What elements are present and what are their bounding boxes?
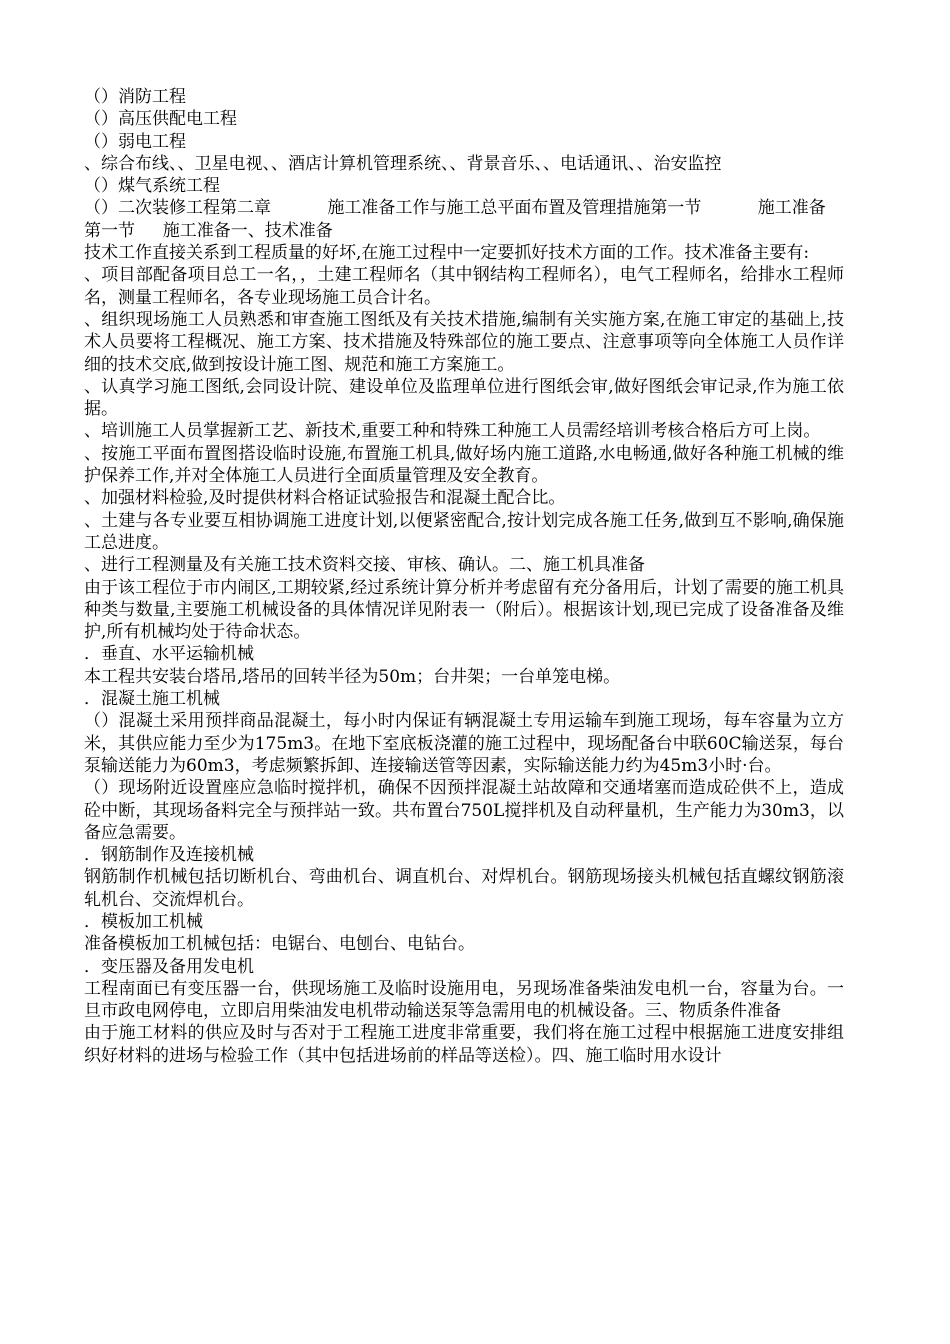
paragraph: （）高压供配电工程 [84,109,237,130]
section-heading: 第一节 施工准备一、技术准备 [84,220,333,241]
document-body [84,86,844,1067]
paragraph: 技术工作直接关系到工程质量的好坏,在施工过程中一定要抓好技术方面的工作。技术准备主要有: [84,243,810,264]
list-item: 、进行工程测量及有关施工技术资料交接、审核、确认。二、施工机具准备 [84,555,645,576]
paragraph: 本工程共安装台塔吊,塔吊的回转半径为50m；台井架；一台单笼电梯。 [84,666,621,687]
list-item: 、培训施工人员掌握新工艺、新技术,重要工种和特殊工种施工人员需经培训考核合格后方可上岗。 [84,421,821,442]
paragraph: 钢筋制作机械包括切断机台、弯曲机台、调直机台、对焊机台。钢筋现场接头机械包括直螺纹钢筋滚轧机台、交流焊机台。 [84,867,844,910]
paragraph: 由于施工材料的供应及时与否对于工程施工进度非常重要，我们将在施工过程中根据施工进度安排组织好材料的进场与检验工作（其中包括进场前的样品等送检）。四、施工临时用水设计 [84,1023,844,1066]
paragraph: （）煤气系统工程 [84,176,220,197]
list-item: 、土建与各专业要互相协调施工进度计划,以便紧密配合,按计划完成各施工任务,做到互不影响,确保施工总进度。 [84,510,844,553]
list-item: 、认真学习施工图纸,会同设计院、建设单位及监理单位进行图纸会审,做好图纸会审记录,作为施工依据。 [84,376,844,420]
paragraph: 、综合布线、、卫星电视、、酒店计算机管理系统、、背景音乐、、电话通讯、、治安监控 [84,153,722,174]
paragraph: （）弱电工程 [84,131,186,152]
paragraph: （）混凝土采用预拌商品混凝土，每小时内保证有辆混凝土专用运输车到施工现场，每车容量为立方米，其供应能力至少为175m3。在地下室底板浇灌的施工过程中，现场配备台中联60C输送泵，每台泵输送能力为60m3，考虑频繁拆卸、连接输送管等因素，实际输送能力约为45m3小时·台。 [84,711,844,776]
list-item: 、项目部配备项目总工一名，，土建工程师名（其中钢结构工程师名），电气工程师名，给排水工程师名，测量工程师名，各专业现场施工员合计名。 [84,265,844,308]
chapter-heading: （）二次装修工程第二章 施工准备工作与施工总平面布置及管理措施第一节 施工准备 [84,198,826,219]
subheading: ．变压器及备用发电机 [84,956,254,977]
subheading: ．钢筋制作及连接机械 [84,845,254,866]
paragraph: 准备模板加工机械包括：电锯台、电刨台、电钻台。 [84,934,475,955]
paragraph: 由于该工程位于市内闹区,工期较紧,经过系统计算分析并考虑留有充分备用后，计划了需要的施工机具种类与数量,主要施工机械设备的具体情况详见附表一（附后）。根据该计划,现已完成了设备准备及维护,所有机械均处于待命状态。 [84,577,844,643]
paragraph: （）消防工程 [84,87,186,107]
list-item: 、加强材料检验,及时提供材料合格证试验报告和混凝土配合比。 [84,488,566,509]
paragraph: 工程南面已有变压器一台，供现场施工及临时设施用电，另现场准备柴油发电机一台，容量为台。一旦市政电网停电，立即启用柴油发电机带动输送泵等急需用电的机械设备。三、物质条件准备 [84,978,844,1022]
paragraph: （）现场附近设置座应急临时搅拌机，确保不因预拌混凝土站故障和交通堵塞而造成砼供不上，造成砼中断，其现场备料完全与预拌站一致。共布置台750L搅拌机及自动秤量机，生产能力为30m3，以备应急需要。 [84,778,844,843]
subheading: ．混凝土施工机械 [84,689,220,710]
subheading: ．垂直、水平运输机械 [84,644,254,665]
list-item: 、组织现场施工人员熟悉和审查施工图纸及有关技术措施,编制有关实施方案,在施工审定的基础上,技术人员要将工程概况、施工方案、技术措施及特殊部位的施工要点、注意事项等向全体施工人员作详细的技术交底,做到按设计施工图、规范和施工方案施工。 [84,309,844,375]
list-item: 、按施工平面布置图搭设临时设施,布置施工机具,做好场内施工道路,水电畅通,做好各种施工机械的维护保养工作,并对全体施工人员进行全面质量管理及安全教育。 [84,443,844,487]
subheading: ．模板加工机械 [84,911,203,932]
